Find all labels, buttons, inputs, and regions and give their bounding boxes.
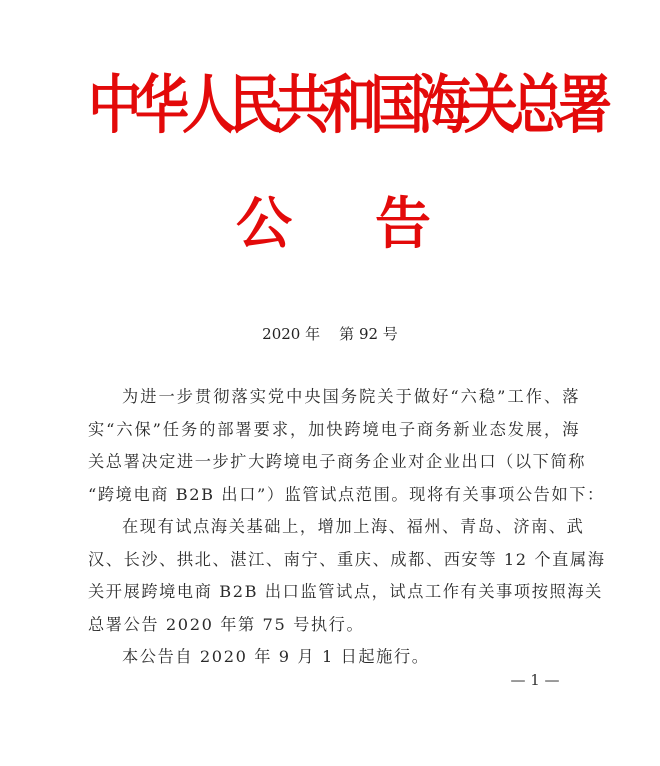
paragraph-3-line-1: 本公告自 2020 年 9 月 1 日起施行。 xyxy=(122,647,430,666)
paragraph-2-line-4: 总署公告 2020 年第 75 号执行。 xyxy=(88,614,365,634)
paragraph-2-line-3: 关开展跨境电商 B2B 出口监管试点，试点工作有关事项按照海关 xyxy=(88,582,603,601)
page-number: — 1 — xyxy=(510,671,560,689)
notice-title xyxy=(0,188,660,262)
issuer-title: 中华人民共和国海关总署 xyxy=(88,67,605,143)
paragraph-2-line-1: 在现有试点海关基础上，增加上海、福州、青岛、济南、武 xyxy=(122,517,585,536)
document-number: 2020 年 第 92 号 xyxy=(262,325,398,343)
notice-title-char-2: 告 xyxy=(375,192,431,257)
document-body xyxy=(88,381,606,674)
paragraph-1-line-2: 实“六保”任务的部署要求，加快跨境电子商务新业态发展，海 xyxy=(88,419,580,439)
paragraph-1-line-1: 为进一步贯彻落实党中央国务院关于做好“六稳”工作、落 xyxy=(122,387,580,406)
paragraph-1-line-4: “跨境电商 B2B 出口”）监管试点范围。现将有关事项公告如下： xyxy=(88,484,605,504)
paragraph-2-line-2: 汉、长沙、拱北、湛江、南宁、重庆、成都、西安等 12 个直属海 xyxy=(88,549,606,569)
paragraph-1-line-3: 关总署决定进一步扩大跨境电子商务企业对企业出口（以下简称 xyxy=(88,452,587,471)
notice-title-char-1: 公 xyxy=(236,192,292,257)
